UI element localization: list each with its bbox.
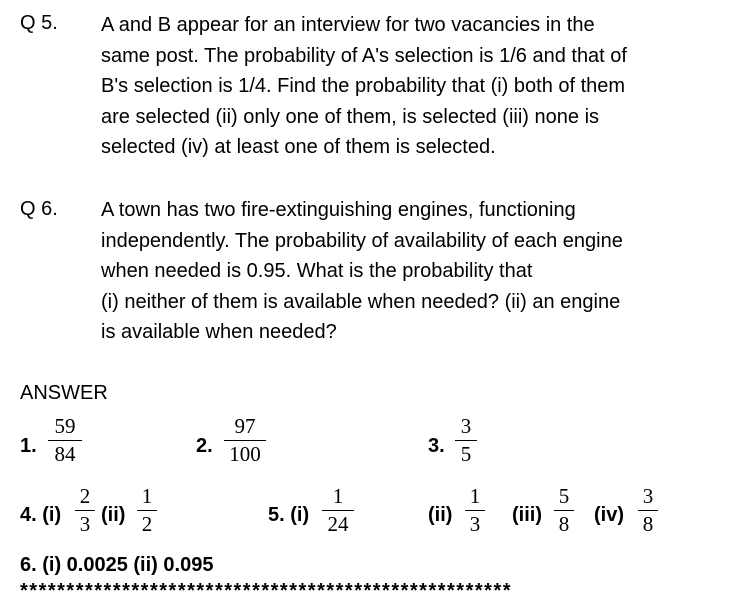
answer-4-label: 4. (i) bbox=[20, 504, 62, 526]
answer-4-i-denominator: 3 bbox=[79, 512, 91, 536]
question-6-line: A town has two fire-extinguishing engines, functioning bbox=[101, 199, 576, 221]
answer-3-numerator: 3 bbox=[460, 414, 472, 438]
answer-5-i-fraction bbox=[322, 484, 354, 536]
answer-4-ii-fraction bbox=[137, 484, 157, 536]
answer-5-iv-numerator: 3 bbox=[642, 484, 654, 508]
question-5-line: are selected (ii) only one of them, is selected (iii) none is bbox=[101, 105, 600, 128]
question-6-line: independently. The probability of availability of each engine bbox=[101, 229, 623, 252]
answer-5-i-numerator: 1 bbox=[332, 484, 344, 508]
answer-heading: ANSWER bbox=[20, 382, 108, 404]
fraction-bar bbox=[638, 510, 658, 511]
answer-5-iv-fraction bbox=[638, 484, 658, 536]
answer-5-iii-fraction bbox=[554, 484, 574, 536]
question-6-text bbox=[101, 195, 726, 348]
fraction-bar bbox=[465, 510, 485, 511]
answer-4-ii-label: (ii) bbox=[101, 504, 126, 526]
answer-2-label: 2. bbox=[196, 435, 213, 457]
answer-3-denominator: 5 bbox=[460, 442, 472, 466]
fraction-bar bbox=[48, 440, 82, 441]
answer-3-fraction bbox=[455, 414, 477, 466]
fraction-bar bbox=[322, 510, 354, 511]
question-5-line: selected (iv) at least one of them is selected. bbox=[101, 136, 496, 158]
answer-5-ii-label: (ii) bbox=[428, 504, 453, 526]
question-5-line: B's selection is 1/4. Find the probability that (i) both of them bbox=[101, 75, 626, 97]
answer-5-label: 5. (i) bbox=[268, 504, 310, 526]
fraction-bar bbox=[137, 510, 157, 511]
answer-1-fraction bbox=[48, 414, 82, 466]
answer-1-label: 1. bbox=[20, 435, 37, 457]
question-5-line: same post. The probability of A's selection is 1/6 and that of bbox=[101, 44, 627, 67]
question-5-number: Q 5. bbox=[20, 12, 58, 34]
question-5-line: A and B appear for an interview for two vacancies in the bbox=[101, 14, 595, 36]
fraction-bar bbox=[224, 440, 266, 441]
answer-4-ii-denominator: 2 bbox=[141, 512, 153, 536]
question-6-line: is available when needed? bbox=[101, 321, 337, 343]
answer-5-i-denominator: 24 bbox=[327, 512, 349, 536]
answer-1-denominator: 84 bbox=[54, 442, 76, 466]
answer-5-ii-denominator: 3 bbox=[469, 512, 481, 536]
answer-5-iii-denominator: 8 bbox=[558, 512, 570, 536]
answer-4-ii-numerator: 1 bbox=[141, 484, 153, 508]
separator-stars: ***************************************************** bbox=[20, 580, 513, 602]
question-6-line: (i) neither of them is available when needed? (ii) an engine bbox=[101, 290, 621, 313]
answer-1-numerator: 59 bbox=[54, 414, 76, 438]
answer-5-iii-numerator: 5 bbox=[558, 484, 570, 508]
answer-5-iv-denominator: 8 bbox=[642, 512, 654, 536]
answer-3-label: 3. bbox=[428, 435, 445, 457]
answer-5-ii-fraction bbox=[465, 484, 485, 536]
fraction-bar bbox=[455, 440, 477, 441]
answer-2-fraction bbox=[224, 414, 266, 466]
answer-5-iv-label: (iv) bbox=[594, 504, 624, 526]
answer-4-i-fraction bbox=[75, 484, 95, 536]
question-6-number: Q 6. bbox=[20, 198, 58, 220]
answer-6-text: 6. (i) 0.0025 (ii) 0.095 bbox=[20, 554, 214, 576]
fraction-bar bbox=[554, 510, 574, 511]
fraction-bar bbox=[75, 510, 95, 511]
answer-5-ii-numerator: 1 bbox=[469, 484, 481, 508]
answer-5-iii-label: (iii) bbox=[512, 504, 542, 526]
question-6-line: when needed is 0.95. What is the probability that bbox=[101, 260, 533, 282]
answer-2-denominator: 100 bbox=[229, 442, 261, 466]
answer-4-i-numerator: 2 bbox=[79, 484, 91, 508]
question-5-text bbox=[101, 10, 726, 163]
answer-2-numerator: 97 bbox=[234, 414, 256, 438]
